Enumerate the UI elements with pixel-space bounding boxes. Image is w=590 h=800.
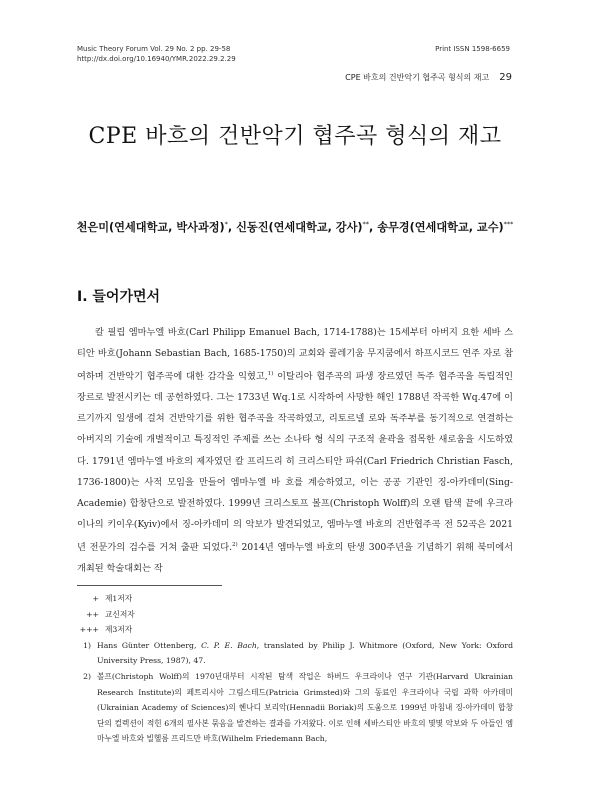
author-3-mark: ***: [503, 220, 514, 228]
footnote-2: [77, 669, 513, 747]
footnote-1: [77, 638, 513, 669]
journal-citation: Music Theory Forum Vol. 29 No. 2 pp. 29-58: [77, 45, 231, 53]
author-line: [0, 219, 590, 235]
footnote-book-title: C. P. E. Bach: [201, 640, 257, 650]
footnotes: [77, 591, 513, 747]
running-title: CPE 바흐의 건반악기 협주곡 형식의 재고: [345, 73, 490, 82]
body-line: 협주곡을 독립적인 장르로 발전시키는 데 공헌하였다. 그는 1733년 Wq.1로 시작하여 사망한 해인: [77, 371, 514, 404]
body-line: 자로 참여하며 건반악기 협주곡에 대한 감각을 익혔고,: [77, 348, 514, 383]
body-line: 1788년 작곡한 Wq.47에 이르기까지 일생에 걸쳐 건반악기를 위한 협주곡을 작곡하였고, 리토르넬: [77, 392, 513, 425]
footnote-text: [97, 638, 513, 669]
footnote-text-part: Hans Günter Ottenberg,: [97, 640, 202, 650]
body-line: 칼 필립 엠마누엘 바흐(Carl Philipp Emanuel Bach, 1714-1788)는 15세부터 아버지 요한 세바: [95, 327, 501, 338]
author-note-mark: +: [92, 594, 99, 603]
footnote-text: 볼프(Christoph Wolff)의 1970년대부터 시작된 탐색 작업은 하버드 우크라이나 연구 기관(Harvard Ukrainian Research Institute)의 페트리시아 그림스테드(Patricia Grimsted)와 그의 동료인 우크라이나 국립 과학 아카데미(Ukrainian Academy of Sciences)의 헨나디 보리악(Hennadii Boriak)의 도움으로 1999년 마침내 징-아카데미 합창단의 컬렉션이 적힌 6개의 필사본 묶음을 발견하는 결과를 가져왔다. 이로 인해 세바스티안 바흐의 몇몇 악보와 두 아들인 엠마누엘 바흐와 빌헬름 프리드만 바흐(Wilhelm Friedemann Bach,: [97, 671, 513, 744]
section-heading: I. 들어가면서: [77, 289, 161, 305]
doi-link[interactable]: http://dx.doi.org/10.16940/YMR.2022.29.2.29: [77, 55, 236, 63]
body-line: 2014년 엠마누엘 바흐의 탄생 300주년을 기념하기 위해 북미에서 개최된 학술대회는 작: [77, 541, 513, 575]
footnote-divider: [77, 585, 222, 586]
body-line: 되었다.: [202, 541, 232, 553]
paragraph: [77, 322, 513, 579]
footnote-mark: 1): [83, 640, 91, 650]
author-note-mark: ++: [86, 609, 99, 619]
body-line: 히 크리스티안 파쉬(Carl Friedrich Christian Fasch, 1736-1800)는 사적 모임을 만들어 엠마누엘 바: [77, 455, 514, 488]
author-separator: ,: [369, 221, 378, 234]
footnote-ref-2[interactable]: 2): [232, 541, 238, 548]
journal-header: [77, 44, 236, 64]
author-separator: ,: [227, 221, 237, 234]
author-2-mark: **: [362, 220, 370, 228]
author-1-mark: *: [224, 220, 228, 228]
author-note-text: 제1저자: [105, 594, 133, 603]
author-3: 송무경(연세대학교, 교수): [377, 221, 504, 234]
author-note: [77, 607, 513, 623]
author-note-text: 교신저자: [105, 609, 135, 619]
author-note-text: 제3저자: [105, 625, 133, 635]
footnote-ref-1[interactable]: 1): [267, 371, 274, 378]
body-line: 의 악보가 발견되었고, 엠마누엘 바흐의 건반협주곡 전 52곡은 2021년 전문가의 검수를 거쳐 출판: [77, 518, 514, 553]
author-note-mark: +++: [79, 625, 99, 635]
page-number: 29: [499, 72, 512, 83]
body-line: 이탈리아 협주곡의 파생 장르였던 독주: [273, 371, 435, 383]
author-1: 천은미(연세대학교, 박사과정): [76, 221, 225, 234]
body-line: 흐를 계승하였고, 이는 공공 기관인 징-아카데미(Sing-Academie) 합창단으로 발전하였다. 1999년: [77, 476, 514, 509]
body-text: [77, 322, 513, 579]
running-header: [345, 72, 512, 83]
article-title: CPE 바흐의 건반악기 협주곡 형식의 재고: [88, 124, 502, 149]
author-note: [77, 591, 513, 607]
footnote-mark: 2): [83, 671, 91, 681]
body-line: 스티안 바흐(Johann Sebastian Bach, 1685-1750)의 교회와 콜레기움 무지쿰에서 하프시코드 연주: [77, 327, 514, 360]
body-line: 크리스토프 볼프(Christoph Wolff)의 오랜 탐색 끝에 우크라이나의 키이우(Kyiv)에서 징-아카데미: [77, 497, 514, 530]
footnote-text-part: , translated by Philip J. Whitmore (Oxford, New York: Oxford University Press, 1987), 47.: [97, 640, 514, 666]
body-line: 로와 독주부를 동기적으로 연결하는 아버지의 기술에 개별적이고 특징적인 주제를 쓰는 소나타 형: [77, 413, 513, 446]
author-2: 신동진(연세대학교, 강사): [236, 221, 363, 234]
issn: Print ISSN 1598-6659: [435, 45, 510, 53]
body-line: 식의 구조적 윤곽을 접목한 새로움을 시도하였다. 1791년 엠마누엘 바흐의 제자였던 칼 프리드리: [77, 434, 513, 467]
author-note: [77, 622, 513, 638]
